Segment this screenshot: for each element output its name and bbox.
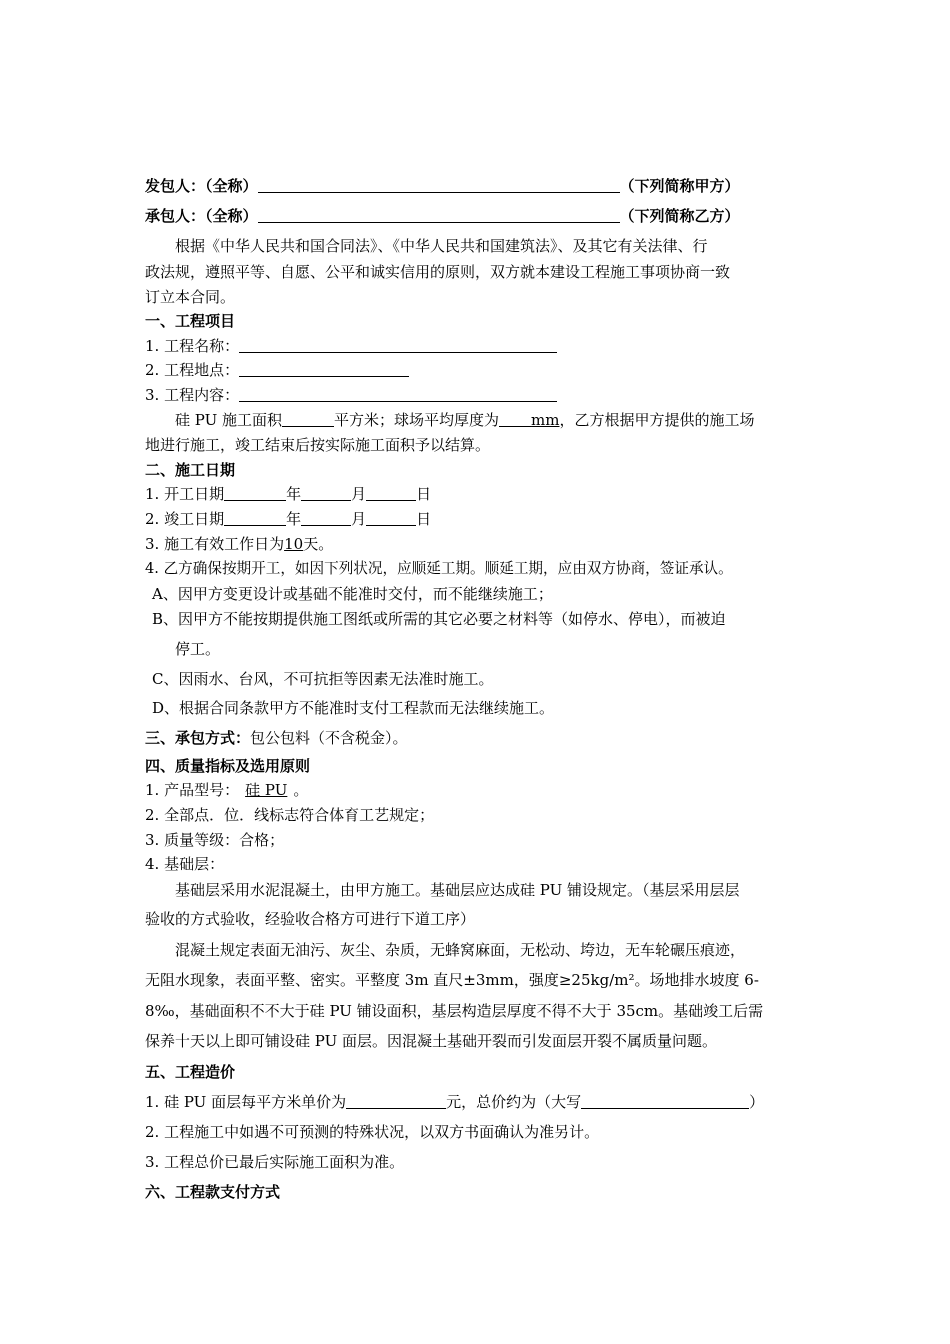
quality-grade-line: 3. 质量等级：合格； (145, 831, 285, 849)
area-blank[interactable] (282, 412, 334, 427)
thickness-blank[interactable] (499, 412, 531, 427)
employer-label: 发包人：（全称） (145, 177, 258, 195)
contractor-label: 承包人：（全称） (145, 207, 258, 225)
project-name-line (145, 336, 557, 356)
project-content-line (145, 385, 557, 405)
preamble-line-2: 政法规，遵照平等、自愿、公平和诚实信用的原则，双方就本建设工程施工事项协商一致 (145, 263, 731, 281)
start-day-blank[interactable] (366, 486, 416, 501)
product-model-label: 1. 产品型号： (145, 781, 240, 799)
project-content-label: 3. 工程内容： (145, 386, 240, 404)
total-price-blank[interactable] (581, 1094, 749, 1109)
section-6-heading: 六、工程款支付方式 (145, 1183, 281, 1201)
contractor-suffix: （下列简称乙方） (619, 207, 740, 225)
section-3-heading: 三、承包方式： (145, 729, 251, 747)
total-price-label: 元，总价约为（大写 (446, 1093, 582, 1111)
product-model-value: 硅 PU (245, 781, 288, 799)
construction-area-line (175, 410, 755, 430)
end-date-line (145, 509, 431, 529)
project-location-line (145, 360, 409, 380)
contractor-name-blank[interactable] (258, 208, 620, 223)
workdays-unit: 天。 (303, 535, 334, 553)
construction-area-line-2: 地进行施工，竣工结束后按实际施工面积予以结算。 (145, 436, 491, 454)
clause-b-line-1: B、因甲方不能按期提供施工图纸或所需的其它必要之材料等（如停水、停电），而被迫 (152, 610, 726, 628)
thickness-unit: mm (531, 411, 560, 429)
concrete-p2-line-1: 混凝土规定表面无油污、灰尘、杂质，无蜂窝麻面，无松动、垮边，无车轮碾压痕迹， (175, 941, 746, 959)
start-date-label: 1. 开工日期 (145, 485, 225, 503)
start-month-blank[interactable] (301, 486, 351, 501)
project-content-blank[interactable] (239, 387, 557, 402)
end-day-blank[interactable] (366, 511, 416, 526)
extension-line: 4. 乙方确保按期开工，如因下列状况，应顺延工期。顺延工期，应由双方协商，签证承认。 (145, 560, 733, 577)
workdays-line (145, 534, 333, 554)
base-layer-p1-line-1: 基础层采用水泥混凝土，由甲方施工。基础层应达成硅 PU 铺设规定。（基层采用层层 (175, 881, 740, 899)
concrete-p2-line-4: 保养十天以上即可铺设硅 PU 面层。因混凝土基础开裂而引发面层开裂不属质量问题。 (145, 1032, 718, 1050)
total-price-end: ） (749, 1093, 765, 1111)
employer-name-blank[interactable] (258, 178, 620, 193)
product-model-end: 。 (293, 781, 309, 799)
clause-a: A、因甲方变更设计或基础不能准时交付，而不能继续施工； (152, 585, 553, 603)
start-day-label: 日 (416, 485, 432, 503)
area-text-b: 平方米；球场平均厚度为 (334, 411, 500, 429)
start-month-label: 月 (351, 485, 367, 503)
end-year-label: 年 (286, 510, 302, 528)
product-model-line (145, 780, 308, 800)
unit-price-line (145, 1092, 764, 1112)
clause-c: C、因雨水、台风，不可抗拒等因素无法准时施工。 (152, 670, 494, 688)
unit-price-blank[interactable] (346, 1094, 446, 1109)
start-year-blank[interactable] (224, 486, 286, 501)
section-2-heading: 二、施工日期 (145, 461, 236, 479)
section-4-heading: 四、质量指标及选用原则 (145, 757, 311, 775)
area-text-c: ，乙方根据甲方提供的施工场 (559, 411, 755, 429)
project-location-label: 2. 工程地点： (145, 361, 240, 379)
area-text-a: 硅 PU 施工面积 (175, 411, 283, 429)
project-location-blank[interactable] (239, 362, 409, 377)
project-name-blank[interactable] (239, 338, 557, 353)
concrete-p2-line-3: 8‰，基础面积不不大于硅 PU 铺设面积，基层构造层厚度不得不大于 35cm。基础竣工后需 (145, 1002, 764, 1020)
preamble-line-1: 根据《中华人民共和国合同法》、《中华人民共和国建筑法》、及其它有关法律、行 (175, 237, 708, 255)
unit-price-label: 1. 硅 PU 面层每平方米单价为 (145, 1093, 347, 1111)
workdays-label: 3. 施工有效工作日为 (145, 535, 285, 553)
employer-suffix: （下列简称甲方） (619, 177, 740, 195)
workdays-value: 10 (284, 535, 304, 553)
start-date-line (145, 484, 431, 504)
end-month-blank[interactable] (301, 511, 351, 526)
total-basis-line: 3. 工程总价已最后实际施工面积为准。 (145, 1153, 405, 1171)
section-5-heading: 五、工程造价 (145, 1063, 236, 1081)
concrete-p2-line-2: 无阻水现象，表面平整、密实。平整度 3m 直尺±3mm，强度≥25kg/m²。场地排水坡度 6- (145, 971, 759, 989)
end-month-label: 月 (351, 510, 367, 528)
end-year-blank[interactable] (224, 511, 286, 526)
contractor-line (145, 206, 740, 226)
clause-d: D、根据合同条款甲方不能准时支付工程款而无法继续施工。 (152, 699, 555, 717)
end-day-label: 日 (416, 510, 432, 528)
project-name-label: 1. 工程名称： (145, 337, 240, 355)
base-layer-p1-line-2: 验收的方式验收，经验收合格方可进行下道工序） (145, 910, 476, 928)
section-1-heading: 一、工程项目 (145, 312, 236, 330)
start-year-label: 年 (286, 485, 302, 503)
base-layer-line: 4. 基础层： (145, 855, 225, 873)
section-3-line (145, 728, 408, 748)
section-3-text: 包公包料（不含税金）。 (250, 729, 408, 747)
marking-line: 2. 全部点．位．线标志符合体育工艺规定； (145, 806, 435, 824)
employer-line (145, 176, 740, 196)
unforeseen-line: 2. 工程施工中如遇不可预测的特殊状况，以双方书面确认为准另计。 (145, 1123, 600, 1141)
preamble-line-3: 订立本合同。 (145, 288, 236, 306)
end-date-label: 2. 竣工日期 (145, 510, 225, 528)
clause-b-line-2: 停工。 (175, 640, 221, 658)
